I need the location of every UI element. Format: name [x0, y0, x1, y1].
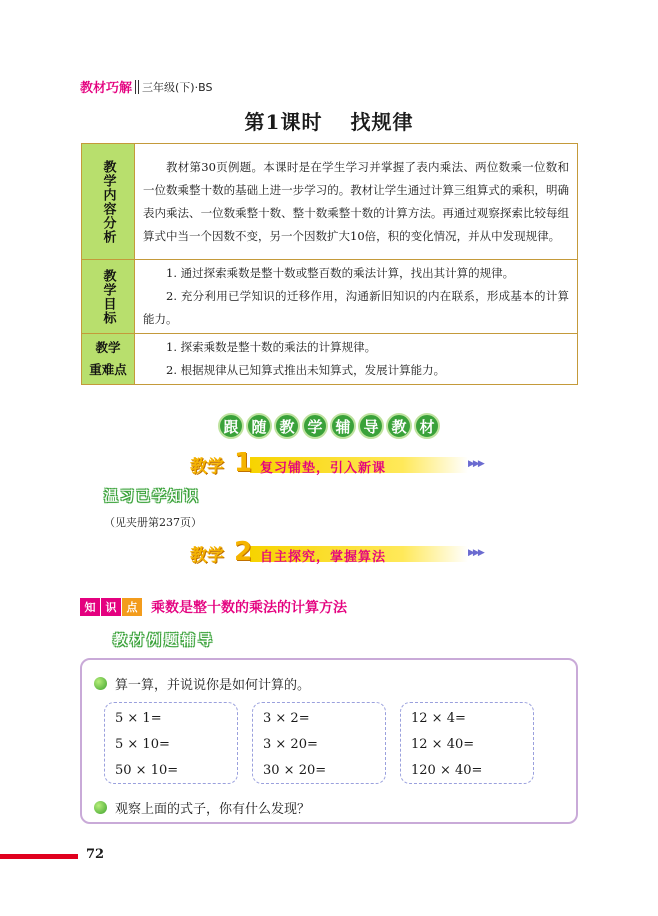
question-1 [94, 674, 310, 693]
equation-group-2 [252, 702, 386, 784]
lesson-number: 第1课时 [244, 110, 323, 134]
key-point-item: 2. 根据规律从已知算式推出未知算式，发展计算能力。 [166, 363, 446, 377]
triple-arrow-icon: ▶▶▶ [468, 459, 483, 469]
goal-item: 1. 通过探索乘数是整十数或整百数的乘法计算，找出其计算的规律。 [166, 266, 515, 280]
goal-item: 2. 充分利用已学知识的迁移作用，沟通新旧知识的内在联系，形成基本的计算能力。 [143, 289, 569, 326]
knowledge-tag: 识 [101, 598, 121, 616]
table-row [82, 144, 578, 260]
banner-char: 跟 [218, 413, 244, 439]
header-divider [135, 80, 139, 94]
equation: 12 × 40= [411, 737, 475, 752]
section-number: 2 [234, 537, 253, 567]
content-analysis-text [135, 144, 578, 260]
section-2-strip [190, 537, 490, 567]
footer-red-bar [0, 854, 78, 859]
equation: 3 × 20= [263, 737, 318, 752]
triple-arrow-icon: ▶▶▶ [468, 548, 483, 558]
green-bullet-icon [94, 801, 107, 814]
follow-teaching-banner [218, 413, 442, 439]
key-difficult-label-top: 教学 [95, 340, 121, 355]
equation-group-3 [400, 702, 534, 784]
example-guide-title: 教材例题辅导 [113, 633, 215, 649]
content-analysis-label: 教学内容分析 [82, 144, 135, 260]
knowledge-point-title: 乘数是整十数的乘法的计算方法 [151, 600, 347, 616]
knowledge-tag: 知 [80, 598, 100, 616]
banner-char: 随 [246, 413, 272, 439]
key-difficult-text [135, 334, 578, 385]
banner-char: 教 [274, 413, 300, 439]
book-brand: 教材巧解 [80, 81, 133, 96]
banner-char: 材 [414, 413, 440, 439]
teaching-goals-text [135, 260, 578, 334]
equation: 30 × 20= [263, 763, 327, 778]
banner-char: 教 [386, 413, 412, 439]
example-panel [80, 658, 578, 824]
equation: 120 × 40= [411, 763, 483, 778]
equation: 3 × 2= [263, 711, 310, 726]
review-knowledge-title: 温习已学知识 [104, 489, 200, 505]
key-point-item: 1. 探索乘数是整十数的乘法的计算规律。 [166, 340, 377, 354]
teaching-goals-label: 教学目标 [82, 260, 135, 334]
equation: 5 × 10= [115, 737, 170, 752]
equation: 50 × 10= [115, 763, 179, 778]
content-analysis-paragraph: 教材第30页例题。本课时是在学生学习并掌握了表内乘法、两位数乘一位数和一位数乘整十数的基础上进一步学习的。教材让学生通过计算三组算式的乘积，明确表内乘法、一位数乘整十数、整十数乘整十数的计算方法。再通过观察探索比较每组算式中当一个因数不变，另一个因数扩大10倍，积的变化情况，并从中发现规律。 [143, 159, 569, 243]
knowledge-tag: 点 [122, 598, 142, 616]
equation: 12 × 4= [411, 711, 466, 726]
knowledge-point-heading [80, 597, 347, 617]
key-difficult-label-bottom: 重难点 [89, 362, 127, 377]
equation-group-1 [104, 702, 238, 784]
lesson-title [0, 106, 658, 135]
reference-note: （见夹册第237页） [104, 516, 202, 529]
banner-char: 导 [358, 413, 384, 439]
lesson-name: 找规律 [350, 110, 414, 134]
table-row [82, 260, 578, 334]
key-difficult-label [82, 334, 135, 385]
section-1-strip [190, 448, 490, 478]
question-2-text: 观察上面的式子，你有什么发现？ [115, 802, 311, 817]
question-1-text: 算一算，并说说你是如何计算的。 [115, 678, 311, 693]
banner-char: 学 [302, 413, 328, 439]
equation: 5 × 1= [115, 711, 162, 726]
teaching-info-table [81, 143, 578, 385]
green-bullet-icon [94, 677, 107, 690]
section-teach-word: 教学 [190, 546, 224, 566]
page-number: 72 [86, 847, 105, 862]
section-title: 自主探究，掌握算法 [260, 550, 387, 565]
running-header [80, 77, 212, 96]
banner-char: 辅 [330, 413, 356, 439]
section-teach-word: 教学 [190, 457, 224, 477]
grade-label: 三年级(下)·BS [142, 80, 213, 94]
section-number: 1 [234, 448, 253, 478]
section-title: 复习铺垫，引入新课 [260, 461, 387, 476]
question-2 [94, 798, 310, 817]
table-row [82, 334, 578, 385]
